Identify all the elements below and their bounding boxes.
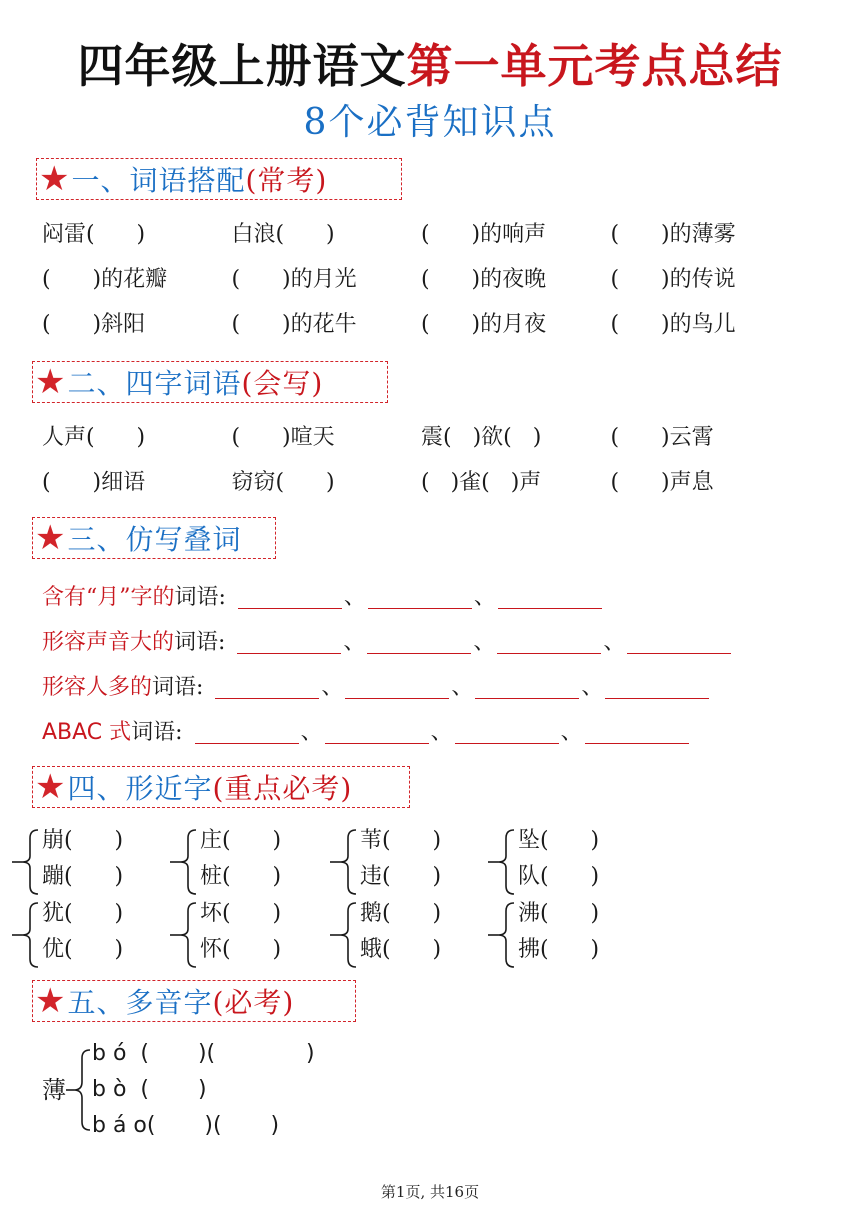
word-item: ( )的传说 <box>610 267 736 292</box>
section2-title: 二、四字词语 <box>67 367 242 400</box>
page-footer: 第1页, 共16页 <box>380 1183 480 1201</box>
similar-char-group <box>488 899 648 971</box>
section1-row <box>42 310 800 340</box>
similar-char-group <box>330 826 490 898</box>
section4-heading <box>32 766 410 808</box>
separator: 、 <box>560 720 583 745</box>
separator: 、 <box>430 720 453 745</box>
section1-note: (常考) <box>245 164 328 197</box>
answer-blank[interactable] <box>585 721 689 744</box>
section5-title: 五、多音字 <box>67 986 213 1019</box>
char-item: 犹( ) <box>42 901 124 926</box>
star-icon: ★ <box>35 981 66 1021</box>
separator: 、 <box>343 630 366 655</box>
char-item: 优( ) <box>42 937 124 962</box>
section1-heading <box>36 158 402 200</box>
answer-blank[interactable] <box>475 676 579 699</box>
brace-icon <box>12 826 40 898</box>
pinyin-reading: b á o( )( ) <box>92 1113 280 1138</box>
char-item: 坠( ) <box>518 828 600 853</box>
char-item: 队( ) <box>518 864 600 889</box>
fill-row <box>42 673 709 703</box>
star-icon: ★ <box>35 767 66 807</box>
page-subtitle: 8个必背知识点 <box>303 102 557 143</box>
similar-char-group <box>12 899 172 971</box>
char-item: 坏( ) <box>200 901 282 926</box>
fill-label: 含有“月”字的 <box>42 585 175 610</box>
fill-label: 形容人多的 <box>42 675 153 700</box>
fill-label-suffix: 词语: <box>131 720 183 745</box>
brace-icon <box>170 899 198 971</box>
word-item: ( )的花牛 <box>231 312 357 337</box>
separator: 、 <box>473 630 496 655</box>
brace-icon <box>488 899 516 971</box>
word-item: ( )的薄雾 <box>610 222 736 247</box>
separator: 、 <box>451 675 474 700</box>
brace-icon <box>170 826 198 898</box>
pinyin-reading: b ó ( )( ) <box>92 1041 315 1066</box>
brace-icon <box>330 899 358 971</box>
word-item: ( )的鸟儿 <box>610 312 736 337</box>
pinyin-reading: b ò ( ) <box>92 1077 207 1102</box>
word-item: ( )云霄 <box>610 425 714 450</box>
similar-char-group <box>488 826 648 898</box>
similar-char-group <box>170 899 330 971</box>
char-item: 桩( ) <box>200 864 282 889</box>
section3-title: 三、仿写叠词 <box>67 523 242 556</box>
separator: 、 <box>603 630 626 655</box>
brace-icon <box>66 1040 92 1140</box>
section5-heading <box>32 980 356 1022</box>
answer-blank[interactable] <box>238 586 342 609</box>
word-item: ( )的月光 <box>231 267 357 292</box>
answer-blank[interactable] <box>605 676 709 699</box>
word-item: ( )的夜晚 <box>421 267 547 292</box>
word-item: 闷雷( ) <box>42 222 146 247</box>
word-item: ( )的响声 <box>421 222 547 247</box>
word-item: ( )的花瓣 <box>42 267 168 292</box>
brace-icon <box>330 826 358 898</box>
char-item: 崩( ) <box>42 828 124 853</box>
word-item: ( )斜阳 <box>42 312 146 337</box>
char-item: 违( ) <box>360 864 442 889</box>
brace-icon <box>12 899 40 971</box>
similar-char-group <box>12 826 172 898</box>
word-item: ( )声息 <box>610 470 714 495</box>
word-item: 人声( ) <box>42 425 146 450</box>
section4-title: 四、形近字 <box>67 772 213 805</box>
char-item: 蛾( ) <box>360 937 442 962</box>
fill-row <box>42 583 602 613</box>
section3-heading <box>32 517 276 559</box>
answer-blank[interactable] <box>215 676 319 699</box>
answer-blank[interactable] <box>455 721 559 744</box>
polyphone-char: 薄 <box>42 1076 66 1104</box>
word-item: 白浪( ) <box>231 222 335 247</box>
separator: 、 <box>300 720 323 745</box>
answer-blank[interactable] <box>325 721 429 744</box>
word-item: 窃窃( ) <box>231 470 335 495</box>
fill-row <box>42 718 689 748</box>
section1-row <box>42 220 800 250</box>
separator: 、 <box>321 675 344 700</box>
star-icon: ★ <box>39 159 70 199</box>
fill-label-suffix: 词语: <box>174 585 226 610</box>
char-item: 拂( ) <box>518 937 600 962</box>
fill-label-suffix: 词语: <box>152 675 204 700</box>
char-item: 怀( ) <box>200 937 282 962</box>
star-icon: ★ <box>35 362 66 402</box>
brace-icon <box>488 826 516 898</box>
answer-blank[interactable] <box>368 586 472 609</box>
word-item: ( )雀( )声 <box>421 470 542 495</box>
char-item: 蹦( ) <box>42 864 124 889</box>
char-item: 鹅( ) <box>360 901 442 926</box>
answer-blank[interactable] <box>345 676 449 699</box>
separator: 、 <box>581 675 604 700</box>
section2-note: (会写) <box>241 367 324 400</box>
answer-blank[interactable] <box>367 631 471 654</box>
fill-label-suffix: 词语: <box>174 630 226 655</box>
fill-label: 形容声音大的 <box>42 630 175 655</box>
word-item: ( )喧天 <box>231 425 335 450</box>
fill-label: ABAC 式 <box>42 720 132 745</box>
section4-note: (重点必考) <box>212 772 353 805</box>
answer-blank[interactable] <box>237 631 341 654</box>
page-title <box>0 38 860 94</box>
star-icon: ★ <box>35 518 66 558</box>
char-item: 沸( ) <box>518 901 600 926</box>
section5-note: (必考) <box>212 986 295 1019</box>
word-item: 震( )欲( ) <box>421 425 542 450</box>
separator: 、 <box>473 585 496 610</box>
char-item: 庄( ) <box>200 828 282 853</box>
answer-blank[interactable] <box>627 631 731 654</box>
section2-heading <box>32 361 388 403</box>
section1-row <box>42 265 800 295</box>
fill-row <box>42 628 731 658</box>
char-item: 苇( ) <box>360 828 442 853</box>
separator: 、 <box>343 585 366 610</box>
word-item: ( )细语 <box>42 470 146 495</box>
title-red: 第一单元考点总结 <box>406 39 783 93</box>
answer-blank[interactable] <box>498 586 602 609</box>
section2-row <box>42 423 800 453</box>
section1-title: 一、词语搭配 <box>71 164 246 197</box>
title-black: 四年级上册语文 <box>77 39 407 93</box>
answer-blank[interactable] <box>497 631 601 654</box>
section2-row <box>42 468 800 498</box>
similar-char-group <box>170 826 330 898</box>
similar-char-group <box>330 899 490 971</box>
answer-blank[interactable] <box>195 721 299 744</box>
word-item: ( )的月夜 <box>421 312 547 337</box>
